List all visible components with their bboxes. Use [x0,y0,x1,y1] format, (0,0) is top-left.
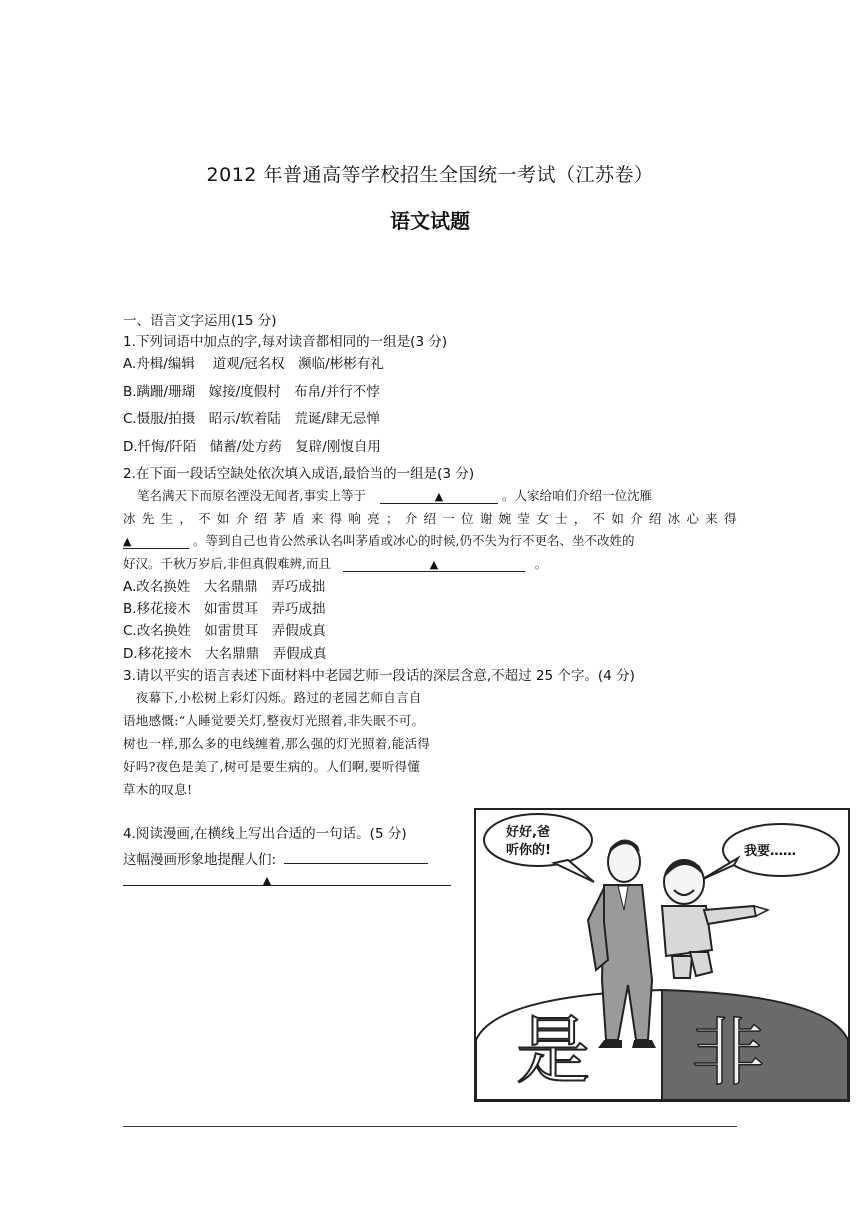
q2-passage-char: 绍 [423,511,437,526]
q1-option-d: D.忏悔/阡陌 储蓄/处方药 复辟/刚愎自用 [123,439,381,455]
q2-passage-text: 好汉。千秋万岁后,非但真假难辨,而且 [123,556,331,571]
child-figure [662,860,768,978]
char-no: 非 [691,1010,765,1096]
q4-stem: 4.阅读漫画,在横线上写出合适的一句话。(5 分) [123,826,407,842]
q3-passage-line: 好吗?夜色是美了,树可是要生病的。人们啊,要听得懂 [123,759,421,774]
q3-stem: 3.请以平实的语言表述下面材料中老园艺师一段话的深层含意,不超过 25 个字。(4 分) [123,668,635,684]
blank-marker-icon: ▲ [434,490,444,503]
q2-passage-char: 生 [160,511,174,526]
blank-marker-icon: ▲ [262,874,272,887]
page-divider [123,1126,737,1127]
q2-passage-char: 来 [705,511,718,526]
section-heading: 一、语言文字运用(15 分) [123,313,277,329]
q3-passage-line: 语地感慨:“人睡觉要关灯,整夜灯光照着,非失眠不可。 [123,713,425,728]
q2-passage-char: 如 [611,511,624,526]
q2-passage-char: 介 [235,511,249,526]
q2-passage-char: ， [573,511,587,526]
q2-passage-char: 得 [329,511,343,526]
q2-passage-char: 绍 [254,511,267,526]
q2-passage-text: 。 [534,556,548,571]
speech-bubble-left [484,814,592,866]
q2-option-c: C.改名换姓 如雷贯耳 弄假成真 [123,623,326,639]
q2-passage-char: ； [385,511,399,526]
q2-option-d: D.移花接木 大名鼎鼎 弄假成真 [123,646,327,662]
blank-marker-icon: ▲ [429,558,439,571]
q2-passage-line1 [123,487,737,505]
q1-option-c: C.慑服/拍摄 昭示/软着陆 荒诞/肆无忌惮 [123,411,380,427]
q2-passage-text: 。人家给咱们介绍一位沈雁 [501,488,652,503]
q3-passage-line: 树也一样,那么多的电线缠着,那么强的灯光照着,能活得 [123,736,431,751]
q1-stem: 1.下列词语中加点的字,每对读音都相同的一组是(3 分) [123,334,448,350]
bubble-right-text: 我要…… [744,844,797,859]
q1-option-b: B.蹒跚/珊瑚 嫁接/度假村 布帛/并行不悖 [123,384,380,400]
bubble-left-line1: 好好,爸 [506,825,550,840]
q2-passage-char: 士 [554,511,568,526]
q2-passage-line3 [123,532,737,550]
exam-title: 2012 年普通高等学校招生全国统一考试（江苏卷） [206,164,654,186]
q2-passage-char: 亮 [367,511,380,526]
q2-passage-char: 先 [141,511,155,526]
blank-marker-icon: ▲ [123,535,132,548]
q2-passage-char: 盾 [292,511,305,526]
q2-passage-char: 介 [404,511,418,526]
q4-prompt-line [123,847,428,869]
q4-answer-blank-1[interactable] [284,847,428,864]
q2-passage-char: 心 [686,511,699,526]
q2-passage-char: 绍 [648,511,662,526]
q2-passage-char: 婉 [498,511,512,526]
q2-option-b: B.移花接木 如雷贯耳 弄巧成拙 [123,601,326,617]
q2-passage-char: 位 [461,511,474,526]
q2-stem: 2.在下面一段话空缺处依次填入成语,最恰当的一组是(3 分) [123,466,475,482]
bubble-left-line2: 听你的! [506,843,551,858]
q2-passage-char: 莹 [517,511,530,526]
q2-passage-char: 一 [442,511,455,526]
q2-passage-char: 茅 [273,511,286,526]
q2-passage-char: 冰 [123,511,136,526]
q2-passage-char: 如 [216,511,230,526]
q2-passage-char: ， [179,511,192,526]
q2-passage-char: 谢 [479,511,493,526]
q2-option-a: A.改名换姓 大名鼎鼎 弄巧成拙 [123,579,326,595]
q1-option-a: A.舟楫/编辑 道观/冠名权 濒临/彬彬有礼 [123,356,384,372]
q3-passage-line: 夜幕下,小松树上彩灯闪烁。路过的老园艺师自言自 [123,690,422,705]
char-yes: 是 [516,1008,590,1094]
q4-prompt: 这幅漫画形象地提醒人们: [123,852,277,868]
q2-blank-3 [343,555,525,572]
q2-passage-char: 来 [310,511,324,526]
q2-passage-line2 [123,510,737,528]
q3-passage-line: 草木的叹息! [123,782,193,797]
q2-blank-2 [123,532,189,549]
q2-passage-char: 不 [198,511,211,526]
q2-passage-char: 冰 [667,511,681,526]
q2-passage-text: 笔名满天下而原名湮没无闻者,事实上等于 [137,488,366,503]
q2-passage-char: 女 [536,511,549,526]
cartoon-image [474,808,850,1102]
exam-subtitle: 语文试题 [390,209,470,233]
q2-passage-line4 [123,555,737,573]
q2-passage-char: 不 [592,511,606,526]
q2-passage-char: 响 [348,511,361,526]
q2-blank-1 [380,487,498,504]
q4-answer-blank-2[interactable] [123,869,451,886]
cartoon-illustration [476,810,848,1100]
q2-passage-char: 得 [724,511,737,526]
q2-passage-text: 。等到自己也肯公然承认名叫茅盾或冰心的时候,仍不失为行不更名、坐不改姓的 [192,533,635,548]
q2-passage-char: 介 [630,511,643,526]
